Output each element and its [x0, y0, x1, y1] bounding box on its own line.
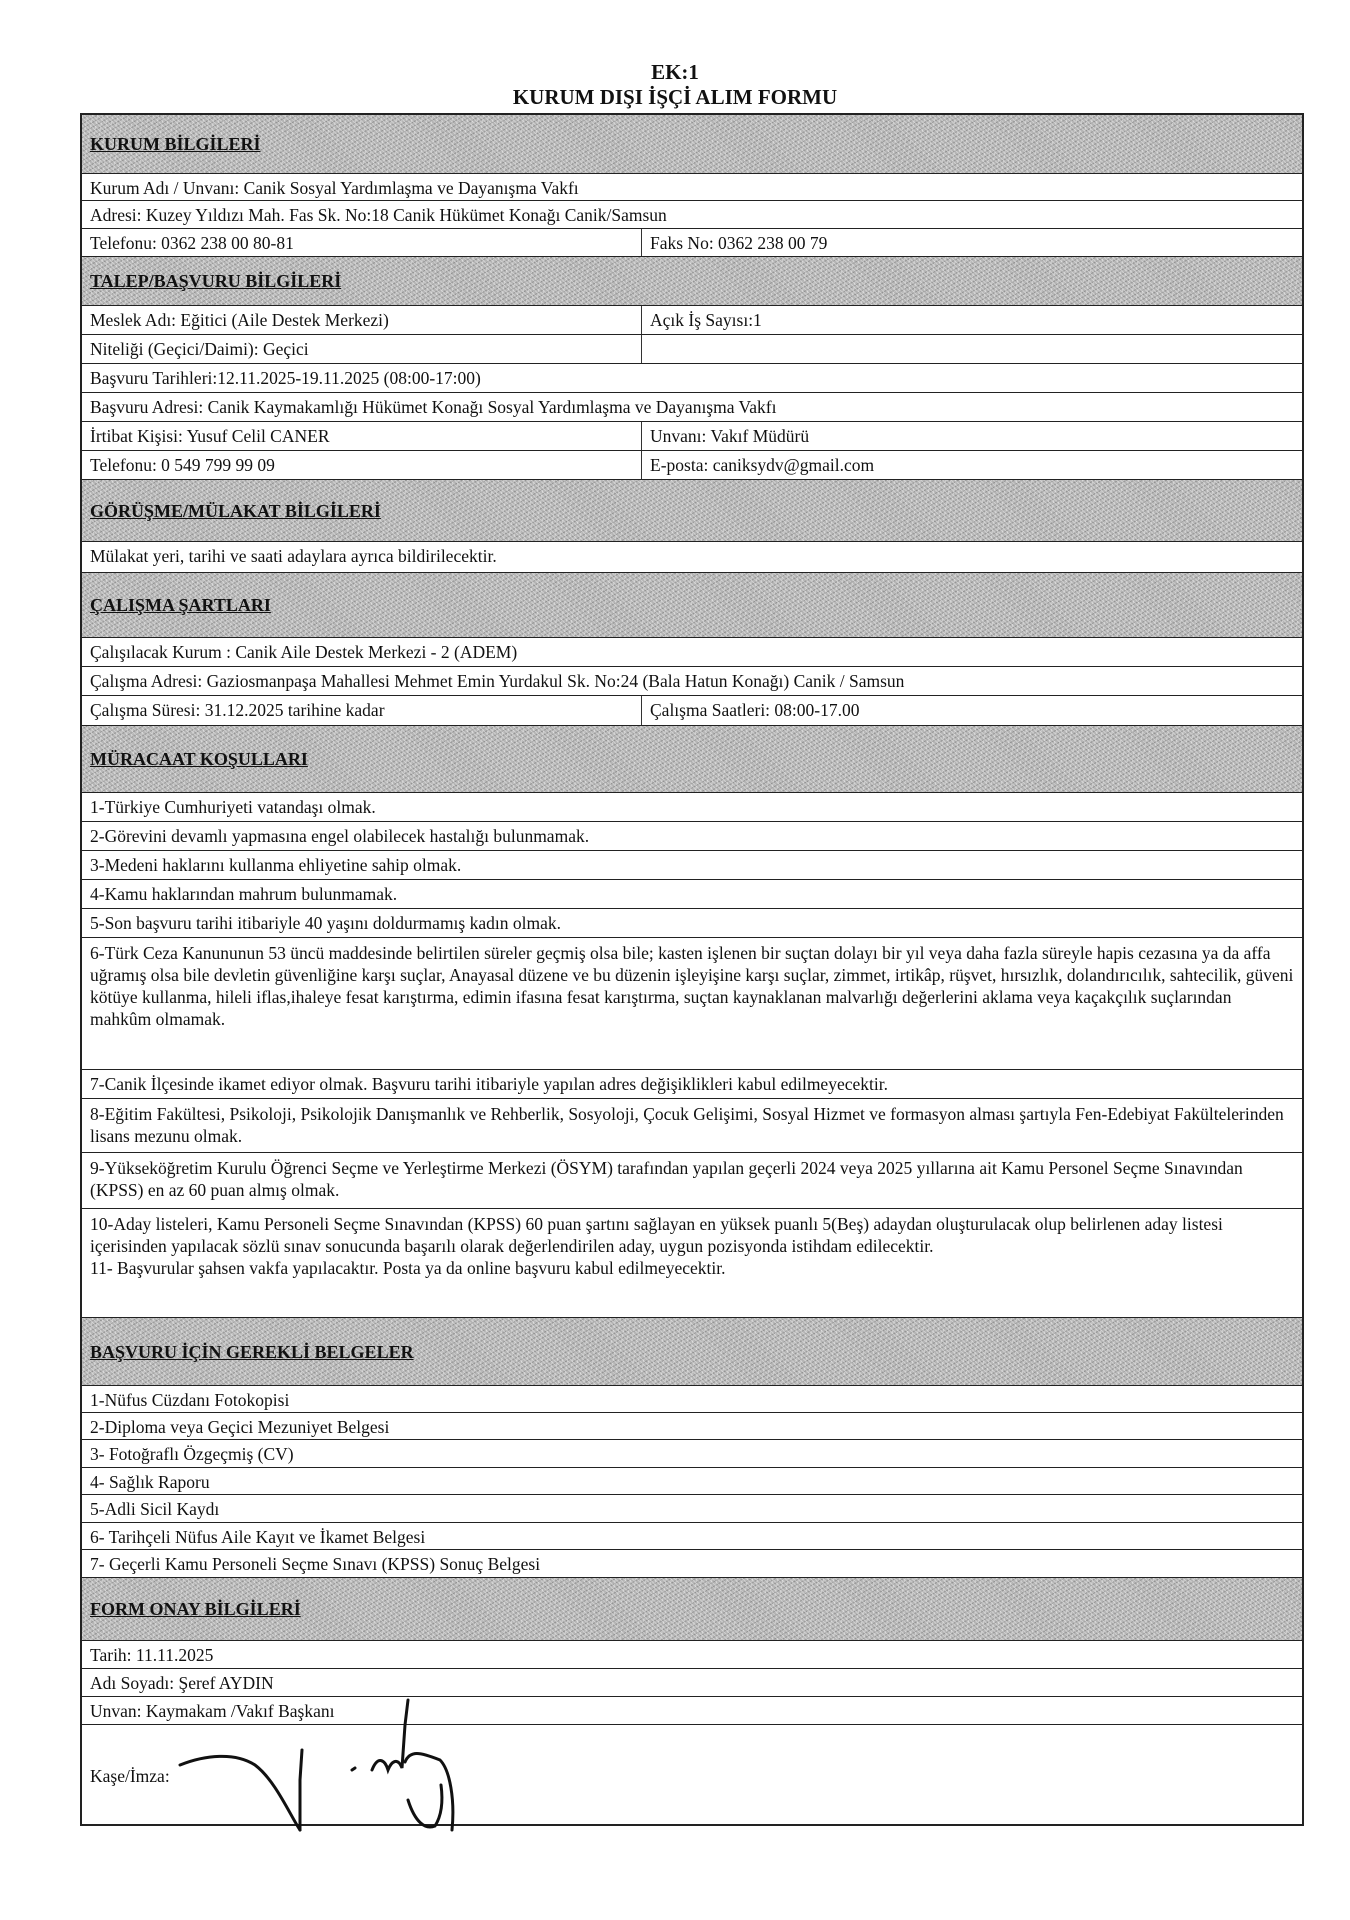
document-item: 3- Fotoğraflı Özgeçmiş (CV) [90, 1444, 294, 1464]
section-title: BAŞVURU İÇİN GEREKLİ BELGELER [90, 1341, 414, 1362]
section-title: TALEP/BAŞVURU BİLGİLERİ [90, 271, 342, 291]
condition-item: 6-Türk Ceza Kanununun 53 üncü maddesinde belirtilen süreler geçmiş olsa bile; kasten işlenen bir suçtan dolayı bir yıl veya daha fazla süreyle hapis cezasına ya da affa uğramış olsa bile devletin güvenliğine karşı suçlar, Anayasal düzene ve bu düzenin işleyişine karşı suçlar, zimmet, irtikâp, rüşvet, hırsızlık, dolandırıcılık, sahtecilik, güveni kötüye kullanma, hileli iflas,ihaleye fesat karıştırma, edimin ifasına fesat karıştırma, suçtan kaynaklanan malvarlığı değerlerini aklama veya kaçakçılık suçlarından mahkûm olmamak. [90, 943, 1294, 1029]
contact-phone: Telefonu: 0 549 799 99 09 [82, 451, 642, 479]
document-item: 1-Nüfus Cüzdanı Fotokopisi [90, 1390, 290, 1410]
document-item: 5-Adli Sicil Kaydı [90, 1499, 220, 1519]
work-institution: Çalışılacak Kurum : Canik Aile Destek Merkezi - 2 (ADEM) [90, 642, 518, 662]
condition-item: 4-Kamu haklarından mahrum bulunmamak. [90, 884, 398, 904]
approver-name: Adı Soyadı: Şeref AYDIN [90, 1673, 274, 1693]
condition-item: 5-Son başvuru tarihi itibariyle 40 yaşını doldurmamış kadın olmak. [90, 913, 561, 933]
document-item: 6- Tarihçeli Nüfus Aile Kayıt ve İkamet Belgesi [90, 1527, 426, 1547]
approval-date: Tarih: 11.11.2025 [90, 1645, 214, 1665]
condition-item: 1-Türkiye Cumhuriyeti vatandaşı olmak. [90, 797, 376, 817]
job-nature: Niteliği (Geçici/Daimi): Geçici [82, 335, 642, 363]
kurum-address: Adresi: Kuzey Yıldızı Mah. Fas Sk. No:18 Canik Hükümet Konağı Canik/Samsun [90, 205, 667, 225]
condition-item: 7-Canik İlçesinde ikamet ediyor olmak. Başvuru tarihi itibariyle yapılan adres değişiklikleri kabul edilmeyecektir. [90, 1074, 888, 1094]
condition-item: 10-Aday listeleri, Kamu Personeli Seçme Sınavından (KPSS) 60 puan şartını sağlayan en yüksek puanlı 5(Beş) adaydan oluşturulacak olup belirlenen aday listesi içerisinden yapılacak sözlü sınav sonucunda başarılı olarak değerlendirilen aday, uygun pozisyonda istihdam edilecektir. [90, 1214, 1223, 1256]
section-title: ÇALIŞMA ŞARTLARI [90, 595, 271, 615]
condition-item: 9-Yükseköğretim Kurulu Öğrenci Seçme ve Yerleştirme Merkezi (ÖSYM) tarafından yapılan geçerli 2024 veya 2025 yıllarına ait Kamu Personel Seçme Sınavından (KPSS) en az 60 puan almış olmak. [90, 1158, 1243, 1200]
contact-title: Unvanı: Vakıf Müdürü [650, 426, 810, 446]
kurum-name: Kurum Adı / Unvanı: Canik Sosyal Yardımlaşma ve Dayanışma Vakfı [90, 178, 579, 198]
application-dates: Başvuru Tarihleri:12.11.2025-19.11.2025 (08:00-17:00) [90, 368, 481, 388]
document-item: 7- Geçerli Kamu Personeli Seçme Sınavı (KPSS) Sonuç Belgesi [90, 1554, 541, 1574]
kurum-fax: Faks No: 0362 238 00 79 [650, 233, 828, 253]
section-title: KURUM BİLGİLERİ [90, 134, 261, 154]
condition-item: 3-Medeni haklarını kullanma ehliyetine sahip olmak. [90, 855, 462, 875]
contact-email: E-posta: caniksydv@gmail.com [650, 455, 875, 475]
document-item: 2-Diploma veya Geçici Mezuniyet Belgesi [90, 1417, 390, 1437]
application-address: Başvuru Adresi: Canik Kaymakamlığı Hükümet Konağı Sosyal Yardımlaşma ve Dayanışma Vakfı [90, 397, 777, 417]
section-title: GÖRÜŞME/MÜLAKAT BİLGİLERİ [90, 500, 381, 521]
interview-info: Mülakat yeri, tarihi ve saati adaylara ayrıca bildirilecektir. [90, 546, 497, 566]
condition-item: 11- Başvurular şahsen vakfa yapılacaktır. Posta ya da online başvuru kabul edilmeyecektir. [90, 1258, 726, 1278]
openings: Açık İş Sayısı:1 [650, 310, 762, 330]
kurum-phone: Telefonu: 0362 238 00 80-81 [82, 229, 642, 256]
form-title: KURUM DIŞI İŞÇİ ALIM FORMU [512, 85, 838, 109]
condition-item: 8-Eğitim Fakültesi, Psikoloji, Psikolojik Danışmanlık ve Rehberlik, Sosyoloji, Çocuk Gelişimi, Sosyal Hizmet ve formasyon alması şartıyla Fen-Edebiyat Fakültelerinden lisans mezunu olmak. [90, 1104, 1284, 1146]
stamp-signature-label: Kaşe/İmza: [90, 1766, 170, 1786]
section-title: FORM ONAY BİLGİLERİ [90, 1599, 301, 1619]
section-title: MÜRACAAT KOŞULLARI [90, 749, 308, 769]
condition-item: 2-Görevini devamlı yapmasına engel olabilecek hastalığı bulunmamak. [90, 826, 590, 846]
contact-person: İrtibat Kişisi: Yusuf Celil CANER [82, 422, 642, 450]
work-address: Çalışma Adresi: Gaziosmanpaşa Mahallesi Mehmet Emin Yurdakul Sk. No:24 (Bala Hatun Konağı) Canik / Samsun [90, 671, 905, 691]
job-name: Meslek Adı: Eğitici (Aile Destek Merkezi) [82, 306, 642, 334]
document-item: 4- Sağlık Raporu [90, 1472, 210, 1492]
work-duration: Çalışma Süresi: 31.12.2025 tarihine kadar [82, 696, 642, 725]
annex-label: EK:1 [651, 60, 699, 84]
work-hours: Çalışma Saatleri: 08:00-17.00 [650, 700, 860, 720]
approver-title: Unvan: Kaymakam /Vakıf Başkanı [90, 1701, 335, 1721]
